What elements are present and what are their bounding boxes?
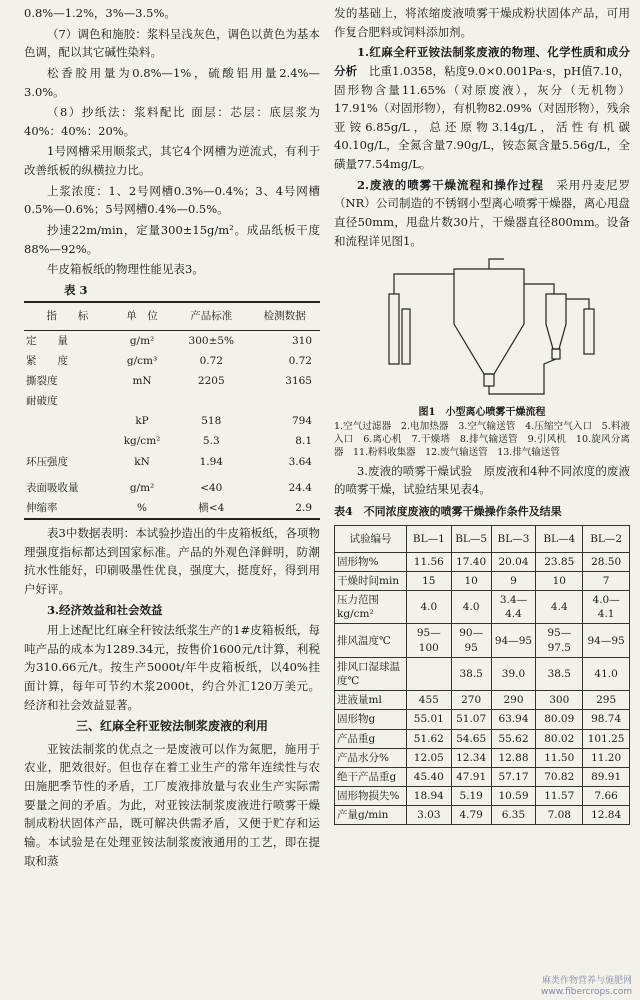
table-cell: 95—100	[407, 624, 452, 657]
table-cell: 95—97.5	[536, 624, 583, 657]
air-filter-shape	[389, 294, 399, 364]
table-cell	[407, 657, 452, 690]
table-cell	[111, 391, 173, 411]
table-cell: 4.0	[451, 591, 491, 624]
table-header: 指 标	[24, 302, 111, 330]
table-body	[335, 552, 630, 825]
paragraph: 发的基础上，将浓缩废液喷雾干燥成粉状固体产品，可用作复合肥料或饲料添加剂。	[334, 6, 630, 39]
table-row	[335, 806, 630, 825]
table-cell	[24, 431, 111, 451]
table-cell: 89.91	[583, 767, 630, 786]
table-cell: 80.09	[536, 710, 583, 729]
table-cell: 51.62	[407, 729, 452, 748]
site-watermark	[541, 976, 632, 999]
table-cell: 表面吸收量	[26, 481, 79, 494]
paragraph-body: 采用丹麦尼罗（NR）公司制造的不锈钢小型离心喷雾干燥器，离心甩盘直径50mm，甩盘片数30片，干燥器直径800mm。设备和流程详见图1。	[334, 177, 630, 248]
table-cell	[24, 411, 111, 431]
table-cell: 固形物g	[335, 710, 407, 729]
table4-title: 表4 不同浓度废液的喷雾干燥操作条件及结果	[334, 504, 562, 518]
table-cell: 47.91	[451, 767, 491, 786]
table-row	[24, 411, 320, 431]
paragraph: 1号网槽采用顺浆式，其它4个网槽为逆流式，有利于改善纸板的纵横拉力比。	[24, 144, 320, 177]
table-row	[335, 657, 630, 690]
table-cell: 排风口湿球温度℃	[335, 657, 407, 690]
paragraph: 抄速22m/min，定量300±15g/m²。成品纸板干度88%—92%。	[24, 222, 320, 256]
table-cell: 4.0—4.1	[583, 591, 630, 624]
table-body	[24, 330, 320, 519]
table-row	[24, 452, 320, 472]
table-cell: 2.9	[295, 501, 312, 514]
table-cell: kN	[134, 455, 150, 468]
section-title: 三、红麻全秆亚铵法制浆废液的利用	[75, 719, 268, 734]
paragraph: 表3中数据表明：本试验抄造出的牛皮箱板纸，各项物理强度指标都达到国家标准。产品的外观色泽鲜明，防潮抗水性能好，印刷吸墨性优良，强度大，挺度好，得到用户好评。	[24, 526, 320, 596]
paragraph: （8）抄纸法：浆料配比 面层：芯层：底层浆为40%：40%：20%。	[24, 105, 320, 138]
paragraph: 上浆浓度：1、2号网槽0.3%—0.4%；3、4号网槽0.5%—0.6%；5号网槽0.4%—0.5%。	[24, 183, 320, 217]
table-cell: 3.03	[407, 806, 452, 825]
table-header: BL—1	[407, 525, 452, 552]
table-row	[335, 591, 630, 624]
table-cell: 45.40	[407, 767, 452, 786]
table-cell: 12.84	[583, 806, 630, 825]
table-row	[335, 710, 630, 729]
table-cell: 3.64	[288, 455, 312, 468]
table-cell: 518	[201, 415, 222, 428]
table-header: BL—4	[536, 525, 583, 552]
table-cell: 耐破度	[26, 395, 58, 408]
table-cell: 10	[536, 571, 583, 590]
paragraph-body: 比重1.0358，粘度9.0×0.001Pa·s，pH值7.10，固形物含量11.65%（对原废液），灰分（无机物）17.91%（对固形物），有机物82.09%（对固形物），残余亚铵6.85g/L，总还原物3.14g/L，活性有机碳40.10g/L，全氮含量7.90g/L，铵态氮含量5.56g/L，全磺量77.54mg/L。	[334, 63, 631, 171]
table-header: 试验编号	[335, 525, 407, 552]
table-header: 产品标准	[173, 302, 249, 330]
table-4	[334, 525, 630, 826]
paragraph-lead: 2.废液的喷雾干燥流程和操作过程	[357, 177, 544, 192]
table-cell: 10.59	[491, 787, 536, 806]
table-cell: kg/cm²	[123, 435, 161, 448]
table-cell: 300	[536, 691, 583, 710]
table-cell: 3165	[285, 374, 312, 387]
table-cell: 进液量ml	[335, 691, 407, 710]
table-cell: 300±5%	[188, 334, 235, 347]
table-cell: 2205	[197, 374, 225, 387]
table-cell: 定 量	[26, 334, 68, 347]
table-cell	[173, 391, 249, 411]
right-column	[334, 4, 630, 825]
table-cell: 15	[407, 571, 452, 590]
table-cell: 18.94	[407, 787, 452, 806]
table-cell: 20.04	[491, 552, 536, 571]
table-cell: 7	[583, 571, 630, 590]
table-header: BL—5	[451, 525, 491, 552]
table-row	[335, 624, 630, 657]
paragraph: 用上述配比红麻全秆铵法纸浆生产的1#皮箱板纸，每吨产品的成本为1289.34元，按售价1600元/t计算，利税为310.66元/t。按生产5000t/年牛皮箱板纸，以40%挂面计算，每年可节约木浆2000t，约合外汇120万美元。经济和社会效益显著。	[24, 623, 320, 712]
table-cell: 11.57	[536, 787, 583, 806]
table-cell: 0.72	[199, 354, 223, 367]
paragraph-lead: 1.红麻全秆亚铵法制浆废液的物理、化学性质和成分分析	[334, 45, 630, 78]
cyclone-shape	[546, 294, 566, 349]
table-row	[24, 498, 320, 519]
table-cell: mN	[132, 374, 152, 387]
table-row	[335, 691, 630, 710]
product-line-shape	[489, 359, 556, 394]
drying-tower-shape	[454, 269, 524, 374]
table-row	[335, 767, 630, 786]
table-cell: 794	[291, 415, 312, 428]
table-cell: 4.0	[407, 591, 452, 624]
table-cell: 23.85	[536, 552, 583, 571]
table-cell: 38.5	[451, 657, 491, 690]
table-cell: 绝干产品重g	[335, 767, 407, 786]
paragraph: 亚铵法制浆的优点之一是废液可以作为氮肥，施用于农业，肥效很好。但也存在着工业生产的常年连续性与农田施肥季节性的矛盾，工厂废液排放量与农业生产实际需要量之间的矛盾。为此，对亚铵法制浆废液进行喷雾干燥制成粉状固体产品，既可解决供需矛盾，又便于贮存和运输。本试验是在处理亚铵法制浆废液通用的工艺，即在提取和蒸	[24, 741, 320, 868]
table-row	[24, 371, 320, 391]
table-cell: g/m²	[129, 334, 155, 347]
table-cell: 7.66	[583, 787, 630, 806]
watermark-line: 麻类作物营养与施肥网	[541, 975, 632, 986]
figure-caption: 图1 小型离心喷雾干燥流程	[418, 407, 546, 419]
table-cell: 24.4	[288, 481, 312, 494]
table-cell: 5.19	[451, 787, 491, 806]
table-cell: %	[137, 501, 148, 514]
table-cell: 固形物%	[335, 552, 407, 571]
table-cell: 7.08	[536, 806, 583, 825]
table-row	[335, 729, 630, 748]
table-cell: 12.88	[491, 748, 536, 767]
table-cell: 产品水分%	[335, 748, 407, 767]
table-cell: <40	[200, 481, 223, 494]
table-cell: 6.35	[491, 806, 536, 825]
table-cell: kP	[135, 415, 149, 428]
table-row	[335, 552, 630, 571]
table-cell: 11.56	[407, 552, 452, 571]
table-row	[24, 391, 320, 411]
collector-shape	[552, 349, 560, 359]
table-row	[24, 330, 320, 351]
table-cell: 9	[491, 571, 536, 590]
table-cell: 270	[451, 691, 491, 710]
table-cell: 1.94	[199, 455, 223, 468]
table-cell: 98.74	[583, 710, 630, 729]
table-cell: 101.25	[583, 729, 630, 748]
paragraph: 3.废液的喷雾干燥试验 原废液和4种不同浓度的废液的喷雾干燥，试验结果见表4。	[334, 463, 630, 497]
table-cell: 17.40	[451, 552, 491, 571]
spray-dryer-figure	[334, 254, 630, 404]
table-cell: 8.1	[295, 435, 312, 448]
table-cell: 环压强度	[26, 455, 68, 468]
table-cell: 干燥时间min	[335, 571, 407, 590]
table-cell: 4.4	[536, 591, 583, 624]
table-3	[24, 301, 320, 520]
table-row	[24, 478, 320, 498]
paragraph: 0.8%—1.2%，3%—3.5%。	[24, 6, 176, 20]
table-cell: 10	[451, 571, 491, 590]
centrifuge-shape	[489, 259, 504, 269]
fan-shape	[584, 309, 594, 354]
table-cell: 压力范围kg/cm²	[335, 591, 407, 624]
table-cell: 28.50	[583, 552, 630, 571]
table-cell: 11.50	[536, 748, 583, 767]
table-cell: g/cm³	[126, 354, 158, 367]
table-cell: 310	[291, 334, 312, 347]
paragraph	[334, 43, 630, 173]
heater-shape	[402, 309, 410, 364]
table3-title: 表 3	[64, 282, 88, 297]
paragraph: 松香胶用量为0.8%—1%，硫酸铝用量2.4%—3.0%。	[24, 65, 320, 99]
table-cell: 3.4—4.4	[491, 591, 536, 624]
table-cell: 295	[583, 691, 630, 710]
table-cell: g/m²	[129, 481, 155, 494]
table-cell: 90—95	[451, 624, 491, 657]
table-cell: 产量g/min	[335, 806, 407, 825]
table-cell: 排风温度℃	[335, 624, 407, 657]
table-cell: 94—95	[583, 624, 630, 657]
table-header: BL—2	[583, 525, 630, 552]
table-cell: 55.01	[407, 710, 452, 729]
table-cell: 5.3	[202, 435, 220, 448]
table-cell: 80.02	[536, 729, 583, 748]
fan-duct-shape	[566, 299, 589, 309]
tower-outlet-shape	[484, 374, 494, 386]
table-cell: 54.65	[451, 729, 491, 748]
table-row	[335, 571, 630, 590]
table-row	[24, 431, 320, 451]
table-cell: 12.05	[407, 748, 452, 767]
left-column	[24, 4, 320, 872]
exhaust-duct-shape	[524, 284, 554, 294]
table-cell: 0.72	[288, 354, 312, 367]
table-cell: 伸缩率	[26, 501, 58, 514]
section-heading: 3.经济效益和社会效益	[47, 602, 163, 617]
watermark-line: www.fibercrops.com	[541, 986, 632, 997]
table-cell: 39.0	[491, 657, 536, 690]
table-cell: 55.62	[491, 729, 536, 748]
table-header: 检测数据	[249, 302, 320, 330]
table-cell: 横<4	[198, 501, 225, 514]
table-cell: 455	[407, 691, 452, 710]
table-cell: 12.34	[451, 748, 491, 767]
paragraph	[334, 176, 630, 251]
table-header: 单 位	[111, 302, 173, 330]
table-cell: 94—95	[491, 624, 536, 657]
table-cell: 产品重g	[335, 729, 407, 748]
table-row	[335, 787, 630, 806]
table-cell: 紧 度	[26, 354, 68, 367]
table-header: BL—3	[491, 525, 536, 552]
table-cell: 固形物损失%	[335, 787, 407, 806]
paragraph: 牛皮箱板纸的物理性能见表3。	[47, 262, 204, 277]
table-cell: 41.0	[583, 657, 630, 690]
table-cell: 57.17	[491, 767, 536, 786]
table-cell: 290	[491, 691, 536, 710]
paragraph: （7）调色和施胶：浆料呈浅灰色，调色以黄色为基本色调，配以其它碱性染料。	[24, 26, 320, 60]
table-cell: 11.20	[583, 748, 630, 767]
figure-legend: 1.空气过滤器 2.电加热器 3.空气输送管 4.压缩空气入口 5.料液入口 6.离心机 7.干燥塔 8.排气输送管 9.引风机 10.旋风分离器 11.粉料收集器 12.废气输送管 13.排气输送管	[334, 421, 630, 458]
table-cell: 38.5	[536, 657, 583, 690]
table-cell: 撕裂度	[26, 374, 58, 387]
table-row	[24, 351, 320, 371]
air-duct-shape	[394, 274, 454, 294]
table-cell: 63.94	[491, 710, 536, 729]
table-cell: 51.07	[451, 710, 491, 729]
table-cell	[249, 391, 320, 411]
spray-dryer-diagram	[334, 254, 630, 404]
table-cell: 4.79	[451, 806, 491, 825]
table-row	[335, 748, 630, 767]
table-cell: 70.82	[536, 767, 583, 786]
